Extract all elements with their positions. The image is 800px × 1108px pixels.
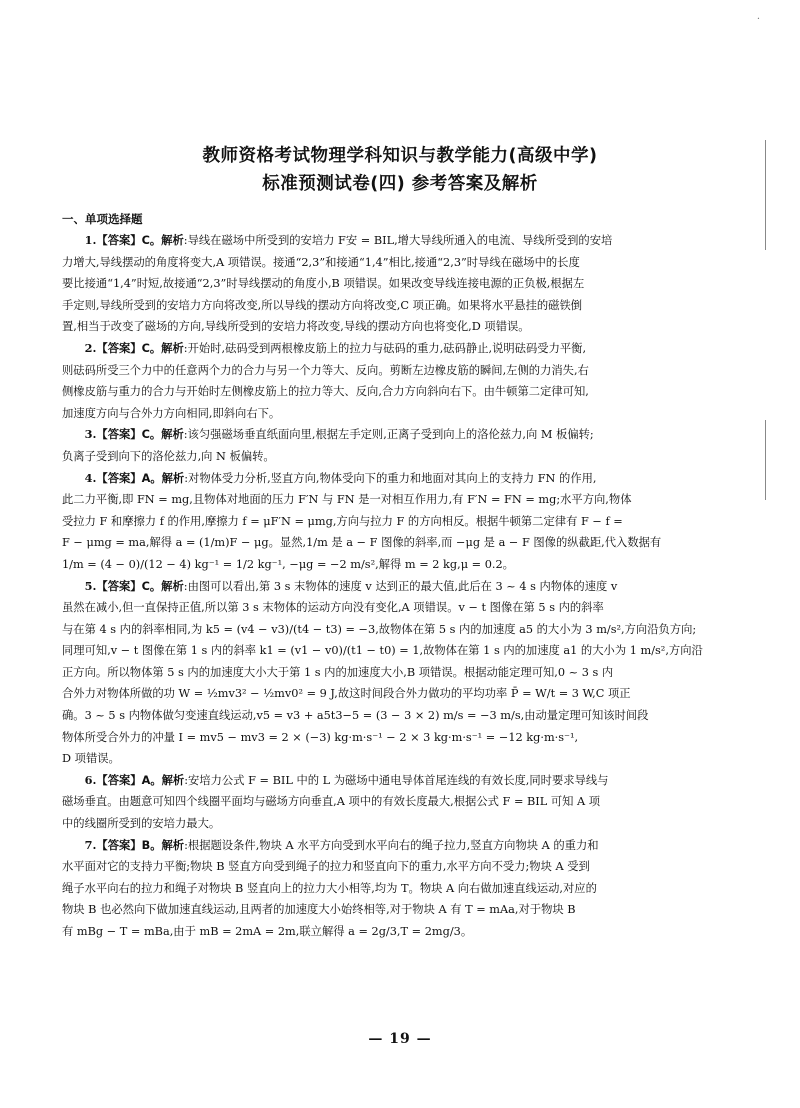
- explanation-line: :导线在磁场中所受到的安培力 F安 = BIL,增大导线所通入的电流、导线所受到的安培: [183, 234, 613, 247]
- answer-key: 【答案】A。: [96, 471, 162, 485]
- explanation-line: D 项错误。: [62, 752, 120, 766]
- explanation-line: 受拉力 F 和摩擦力 f 的作用,摩擦力 f = μF′N = μmg,方向与拉力 F 的方向相反。根据牛顿第二定律有 F − f =: [62, 514, 623, 528]
- explanation-line: 磁场垂直。由题意可知四个线圈平面均与磁场方向垂直,A 项中的有效长度最大,根据公式 F = BIL 可知 A 项: [62, 795, 601, 809]
- question-explanation: [62, 468, 752, 576]
- explanation-line: F − μmg = ma,解得 a = (1/m)F − μg。显然,1/m 是 a − F 图像的斜率,而 −μg 是 a − F 图像的纵截距,代入数据有: [62, 536, 662, 550]
- question-number: 7.: [84, 837, 97, 852]
- section-heading: 一、单项选择题: [62, 212, 143, 226]
- question-number: 1.: [84, 233, 97, 247]
- explanation-line: 则砝码所受三个力中的任意两个力的合力与另一个力等大、反向。剪断左边橡皮筋的瞬间,左侧的力消失,右: [62, 363, 589, 377]
- question-explanation: [62, 770, 752, 835]
- question-explanation: [62, 576, 752, 770]
- explanation-label: 解析: [161, 471, 185, 485]
- explanation-label: 解析: [161, 428, 184, 442]
- explanation-line: :开始时,砝码受到两根橡皮筋上的拉力与砝码的重力,砝码静止,说明砝码受力平衡,: [183, 341, 587, 355]
- question-number: 3.: [84, 427, 97, 442]
- explanation-label: 解析: [161, 838, 185, 852]
- answer-key: 【答案】C。: [96, 428, 162, 442]
- explanation-line: :安培力公式 F = BIL 中的 L 为磁场中通电导体首尾连线的有效长度,同时要求导线与: [184, 773, 609, 787]
- answer-key: 【答案】C。: [96, 579, 162, 593]
- explanation-line: :对物体受力分析,竖直方向,物体受向下的重力和地面对其向上的支持力 FN 的作用,: [184, 471, 597, 485]
- explanation-line: 要比接通“1,4”时短,故接通“2,3”时导线摆动的角度小,B 项错误。如果改变导线连接电源的正负极,根据左: [62, 277, 585, 291]
- explanation-line: 加速度方向与合外力方向相同,即斜向右下。: [62, 406, 281, 420]
- page-number: — 19 —: [368, 1031, 432, 1047]
- explanation-line: 物块 B 也必然向下做加速直线运动,且两者的加速度大小始终相等,对于物块 A 有 T = mAa,对于物块 B: [62, 903, 576, 917]
- explanation-line: 绳子水平向右的拉力和绳子对物块 B 竖直向上的拉力大小相等,均为 T。物块 A 向右做加速直线运动,对应的: [62, 881, 597, 895]
- question-number: 5.: [84, 578, 97, 593]
- explanation-line: 置,相当于改变了磁场的方向,导线所受到的安培力将改变,导线的摆动方向也将变化,D 项错误。: [62, 320, 530, 334]
- corner-mark: ·: [756, 14, 760, 25]
- explanation-line: :由图可以看出,第 3 s 末物体的速度 v 达到正的最大值,此后在 3 ~ 4 s 内物体的速度 v: [183, 579, 618, 593]
- explanation-line: 手定则,导线所受到的安培力方向将改变,所以导线的摆动方向将改变,C 项正确。如果将水平悬挂的磁铁倒: [62, 298, 583, 312]
- explanation-line: 确。3 ~ 5 s 内物体做匀变速直线运动,v5 = v3 + a5t3−5 = (3 − 3 × 2) m/s = −3 m/s,由动量定理可知该时间段: [62, 709, 649, 723]
- question-explanation: [62, 230, 752, 338]
- explanation-line: :该匀强磁场垂直纸面向里,根据左手定则,正离子受到向上的洛伦兹力,向 M 板偏转;: [183, 428, 594, 442]
- answer-key: 【答案】C。: [96, 234, 162, 247]
- explanation-line: 正方向。所以物体第 5 s 内的加速度大小大于第 1 s 内的加速度大小,B 项错误。根据动能定理可知,0 ~ 3 s 内: [62, 665, 614, 679]
- margin-rule: [765, 420, 766, 500]
- explanation-line: 力增大,导线摆动的角度将变大,A 项错误。接通“2,3”和接通“1,4”相比,接通“2,3”时导线在磁场中的长度: [62, 255, 580, 269]
- page-subtitle: 标准预测试卷(四) 参考答案及解析: [262, 174, 538, 194]
- explanation-line: 虽然在减小,但一直保持正值,所以第 3 s 末物体的运动方向没有变化,A 项错误。v − t 图像在第 5 s 内的斜率: [62, 601, 604, 615]
- explanation-line: 物体所受合外力的冲量 I = mv5 − mv3 = 2 × (−3) kg·m·s⁻¹ − 2 × 3 kg·m·s⁻¹ = −12 kg·m·s⁻¹,: [62, 730, 579, 744]
- explanation-line: 与在第 4 s 内的斜率相同,为 k5 = (v4 − v3)/(t4 − t3) = −3,故物体在第 5 s 内的加速度 a5 的大小为 3 m/s²,方向沿负方向;: [62, 622, 697, 636]
- explanation-line: 合外力对物体所做的功 W = ½mv3² − ½mv0² = 9 J,故这时间段合外力做功的平均功率 P̄ = W/t = 3 W,C 项正: [62, 687, 631, 701]
- question-number: 4.: [84, 470, 97, 485]
- answers-body: [62, 230, 752, 943]
- explanation-label: 解析: [161, 341, 184, 355]
- explanation-line: :根据题设条件,物块 A 水平方向受到水平向右的绳子拉力,竖直方向物块 A 的重力和: [184, 838, 599, 852]
- explanation-label: 解析: [161, 234, 184, 247]
- explanation-line: 侧橡皮筋与重力的合力与开始时左侧橡皮筋上的拉力等大、反向,合力方向斜向右下。由牛顿第二定律可知,: [62, 385, 589, 399]
- page-title: 教师资格考试物理学科知识与教学能力(高级中学): [202, 146, 598, 166]
- answer-key: 【答案】A。: [96, 773, 162, 787]
- explanation-line: 中的线圈所受到的安培力最大。: [62, 817, 221, 831]
- question-number: 6.: [84, 772, 97, 787]
- question-explanation: [62, 835, 752, 943]
- explanation-line: 水平面对它的支持力平衡;物块 B 竖直方向受到绳子的拉力和竖直向下的重力,水平方向不受力;物块 A 受到: [62, 860, 590, 874]
- question-explanation: [62, 424, 752, 467]
- question-explanation: [62, 338, 752, 424]
- explanation-line: 1/m = (4 − 0)/(12 − 4) kg⁻¹ = 1/2 kg⁻¹, −μg = −2 m/s²,解得 m = 2 kg,μ = 0.2。: [62, 557, 514, 571]
- explanation-line: 此二力平衡,即 FN = mg,且物体对地面的压力 F′N 与 FN 是一对相互作用力,有 F′N = FN = mg;水平方向,物体: [62, 493, 632, 507]
- answer-key: 【答案】C。: [96, 341, 162, 355]
- explanation-line: 有 mBg − T = mBa,由于 mB = 2mA = 2m,联立解得 a = 2g/3,T = 2mg/3。: [62, 925, 473, 938]
- explanation-label: 解析: [161, 773, 185, 787]
- explanation-line: 负离子受到向下的洛伦兹力,向 N 板偏转。: [62, 449, 275, 463]
- answer-key: 【答案】B。: [96, 838, 162, 852]
- explanation-line: 同理可知,v − t 图像在第 1 s 内的斜率 k1 = (v1 − v0)/(t1 − t0) = 1,故物体在第 1 s 内的加速度 a1 的大小为 1 m/s²,方向沿: [62, 644, 703, 658]
- explanation-label: 解析: [161, 579, 184, 593]
- question-number: 2.: [84, 340, 97, 355]
